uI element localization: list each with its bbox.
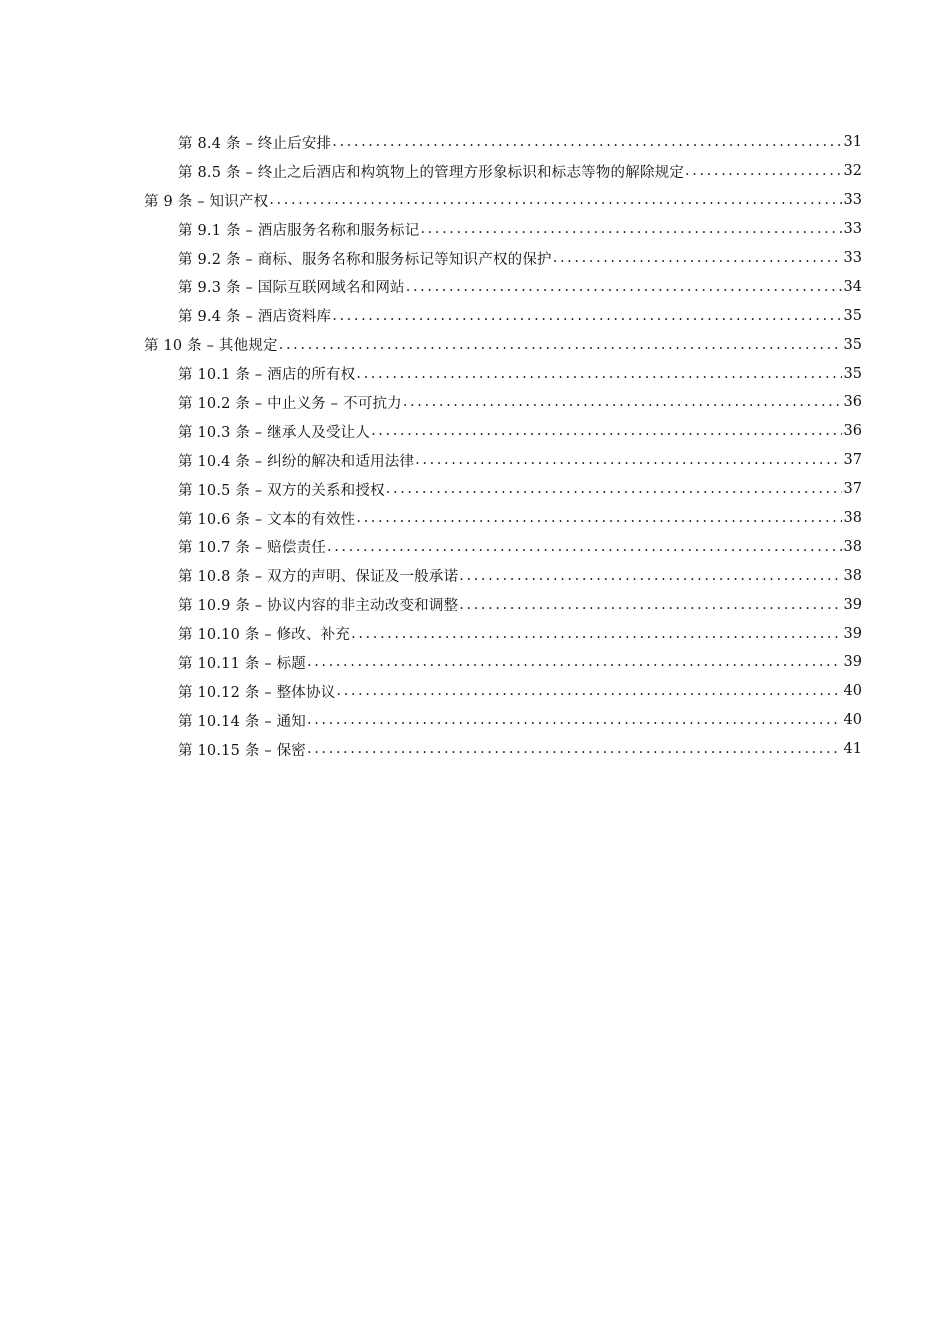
toc-entry[interactable] xyxy=(0,128,950,157)
toc-page-number: 34 xyxy=(843,278,862,295)
toc-entry[interactable] xyxy=(0,272,950,301)
toc-dot-leader xyxy=(279,337,842,353)
toc-entry[interactable] xyxy=(0,561,950,590)
toc-page-number: 38 xyxy=(843,538,862,555)
toc-page-number: 37 xyxy=(843,481,862,498)
toc-entry[interactable] xyxy=(0,706,950,735)
toc-entry[interactable] xyxy=(0,735,950,764)
toc-entry-title: 第 10 条 – 其他规定 xyxy=(144,338,278,355)
toc-page-number: 41 xyxy=(843,741,862,758)
toc-dot-leader xyxy=(371,423,841,439)
toc-entry-title: 第 10.1 条 – 酒店的所有权 xyxy=(178,367,356,384)
toc-entry-title: 第 9.3 条 – 国际互联网域名和网站 xyxy=(178,280,405,297)
toc-entry-title: 第 10.8 条 – 双方的声明、保证及一般承诺 xyxy=(178,569,459,586)
toc-entry-title: 第 9.2 条 – 商标、服务名称和服务标记等知识产权的保护 xyxy=(178,251,552,268)
toc-page-number: 40 xyxy=(843,712,862,729)
toc-page-number: 35 xyxy=(843,336,862,353)
toc-page-number: 37 xyxy=(843,452,862,469)
toc-dot-leader xyxy=(459,568,841,584)
toc-entry-title: 第 10.2 条 – 中止义务 – 不可抗力 xyxy=(178,395,402,412)
toc-entry[interactable] xyxy=(0,475,950,504)
toc-entry-title: 第 10.11 条 – 标题 xyxy=(178,655,306,672)
toc-page-number: 36 xyxy=(843,423,862,440)
toc-entry[interactable] xyxy=(0,157,950,186)
toc-entry-title: 第 9.4 条 – 酒店资料库 xyxy=(178,309,332,326)
toc-page-number: 36 xyxy=(843,394,862,411)
toc-entry[interactable] xyxy=(0,359,950,388)
toc-entry[interactable] xyxy=(0,388,950,417)
toc-dot-leader xyxy=(327,539,842,555)
toc-page-number: 39 xyxy=(843,596,862,613)
toc-dot-leader xyxy=(406,279,842,295)
toc-entry[interactable] xyxy=(0,590,950,619)
toc-dot-leader xyxy=(336,683,841,699)
toc-dot-leader xyxy=(269,192,841,208)
toc-entry-title: 第 10.5 条 – 双方的关系和授权 xyxy=(178,482,385,499)
table-of-contents xyxy=(0,128,950,764)
toc-entry[interactable] xyxy=(0,244,950,273)
toc-dot-leader xyxy=(415,452,841,468)
toc-entry-title: 第 10.12 条 – 整体协议 xyxy=(178,684,336,701)
toc-page-number: 39 xyxy=(843,625,862,642)
toc-dot-leader xyxy=(356,366,841,382)
toc-entry[interactable] xyxy=(0,417,950,446)
toc-page-number: 32 xyxy=(843,163,862,180)
toc-entry-title: 第 10.4 条 – 纠纷的解决和适用法律 xyxy=(178,453,415,470)
toc-entry[interactable] xyxy=(0,532,950,561)
toc-dot-leader xyxy=(420,221,841,237)
toc-dot-leader xyxy=(403,394,842,410)
toc-entry-title: 第 8.4 条 – 终止后安排 xyxy=(178,135,332,152)
toc-page-number: 33 xyxy=(843,250,862,266)
toc-dot-leader xyxy=(553,250,842,266)
toc-dot-leader xyxy=(356,510,841,526)
toc-entry[interactable] xyxy=(0,330,950,359)
toc-page-number: 40 xyxy=(843,683,862,700)
toc-dot-leader xyxy=(332,308,841,324)
toc-page-number: 33 xyxy=(843,192,862,209)
toc-entry[interactable] xyxy=(0,677,950,706)
toc-entry[interactable] xyxy=(0,446,950,475)
toc-dot-leader xyxy=(307,741,842,757)
toc-entry[interactable] xyxy=(0,301,950,330)
toc-dot-leader xyxy=(685,163,842,179)
toc-page-number: 38 xyxy=(843,567,862,584)
toc-dot-leader xyxy=(332,134,841,150)
toc-entry[interactable] xyxy=(0,619,950,648)
toc-entry-title: 第 8.5 条 – 终止之后酒店和构筑物上的管理方形象标识和标志等物的解除规定 xyxy=(178,164,685,181)
toc-entry-title: 第 10.10 条 – 修改、补充 xyxy=(178,627,351,644)
toc-dot-leader xyxy=(386,481,842,497)
toc-entry-title: 第 10.15 条 – 保密 xyxy=(178,742,306,759)
toc-entry[interactable] xyxy=(0,504,950,533)
toc-dot-leader xyxy=(459,597,841,613)
toc-entry-title: 第 9 条 – 知识产权 xyxy=(144,193,269,210)
toc-page-number: 35 xyxy=(843,365,862,382)
toc-entry[interactable] xyxy=(0,186,950,215)
toc-page-number: 33 xyxy=(843,221,862,238)
toc-page-number: 31 xyxy=(843,134,862,151)
toc-entry-title: 第 10.7 条 – 赔偿责任 xyxy=(178,540,326,557)
toc-entry[interactable] xyxy=(0,215,950,244)
toc-entry-title: 第 10.6 条 – 文本的有效性 xyxy=(178,511,356,528)
toc-page-number: 39 xyxy=(843,654,862,671)
toc-dot-leader xyxy=(307,712,842,728)
toc-dot-leader xyxy=(351,626,841,642)
toc-dot-leader xyxy=(307,654,842,670)
toc-entry-title: 第 10.3 条 – 继承人及受让人 xyxy=(178,424,371,441)
toc-entry-title: 第 10.9 条 – 协议内容的非主动改变和调整 xyxy=(178,598,459,615)
toc-entry-title: 第 10.14 条 – 通知 xyxy=(178,713,306,730)
toc-page-number: 35 xyxy=(843,307,862,324)
toc-entry-title: 第 9.1 条 – 酒店服务名称和服务标记 xyxy=(178,222,420,239)
toc-page-number: 38 xyxy=(843,510,862,527)
toc-entry[interactable] xyxy=(0,648,950,677)
